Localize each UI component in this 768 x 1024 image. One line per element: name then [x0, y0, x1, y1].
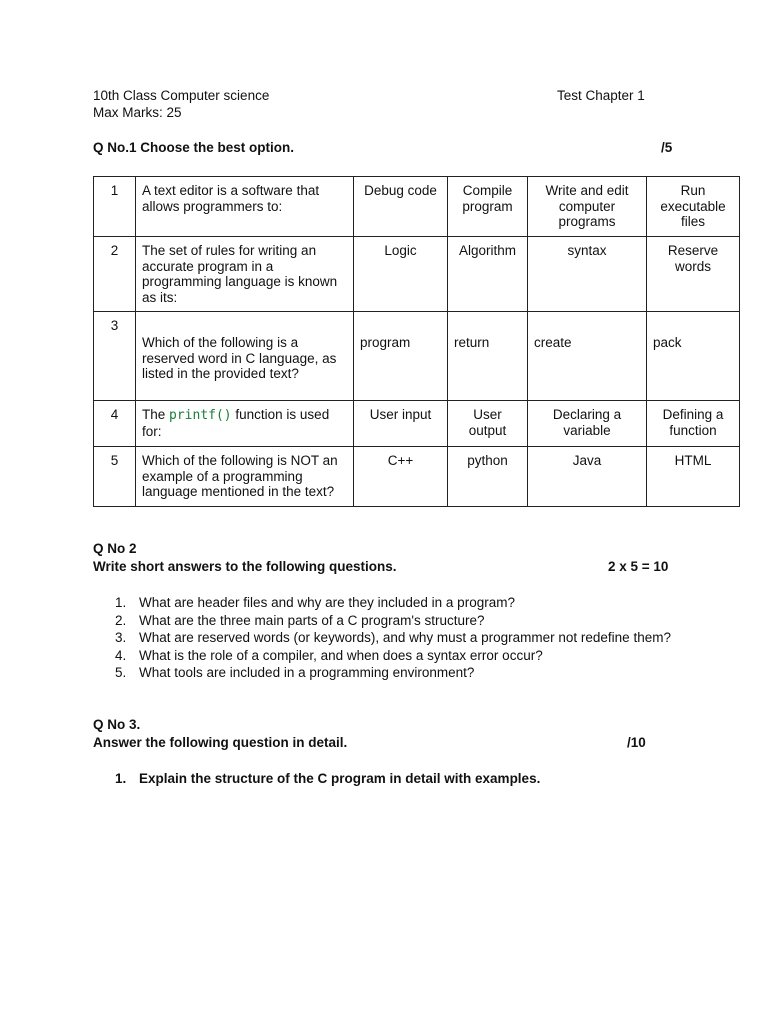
list-item: [93, 594, 673, 612]
question-text: Which of the following is a reserved word in C language, as listed in the provided text?: [136, 312, 354, 401]
question-number: 5: [94, 447, 136, 507]
option-b: User output: [448, 401, 528, 447]
question-text-after: function is used for:: [142, 407, 330, 439]
question-text-before: The: [142, 407, 170, 422]
option-d: HTML: [647, 447, 740, 507]
option-a: program: [354, 312, 448, 401]
question-number: 3: [94, 312, 136, 401]
question-text: [136, 401, 354, 447]
option-d: Reserve words: [647, 237, 740, 312]
q2-marks: 2 x 5 = 10: [608, 559, 669, 574]
item-number: 2.: [115, 612, 127, 628]
option-a: Logic: [354, 237, 448, 312]
option-b: python: [448, 447, 528, 507]
option-b: Compile program: [448, 177, 528, 237]
option-d: Run executable files: [647, 177, 740, 237]
question-text: Which of the following is NOT an example of a programming language mentioned in the text?: [136, 447, 354, 507]
list-item: [93, 647, 673, 665]
list-item: [93, 664, 673, 682]
option-c: Write and edit computer programs: [528, 177, 647, 237]
item-text: What is the role of a compiler, and when does a syntax error occur?: [139, 647, 543, 663]
q1-marks: /5: [661, 140, 673, 155]
item-text: What are reserved words (or keywords), and why must a programmer not redefine them?: [139, 630, 671, 646]
question-number: 1: [94, 177, 136, 237]
table-row: [94, 401, 740, 447]
mcq-table: [93, 176, 740, 507]
class-title: 10th Class Computer science: [93, 88, 270, 103]
table-row: [94, 447, 740, 507]
option-d: Defining a function: [647, 401, 740, 447]
table-row: [94, 237, 740, 312]
item-text: What tools are included in a programming environment?: [139, 665, 475, 681]
option-a: Debug code: [354, 177, 448, 237]
q3-instruction: Answer the following question in detail.: [93, 735, 348, 750]
question-number: 4: [94, 401, 136, 447]
max-marks: Max Marks: 25: [93, 105, 182, 120]
option-c: Java: [528, 447, 647, 507]
option-c: Declaring a variable: [528, 401, 647, 447]
item-number: 4.: [115, 647, 127, 663]
question-text: The set of rules for writing an accurate program in a programming language is known as its:: [136, 237, 354, 312]
option-b: return: [448, 312, 528, 401]
q1-title: Q No.1 Choose the best option.: [93, 140, 295, 155]
printf-code: printf(): [169, 408, 232, 423]
item-number: 1.: [115, 771, 127, 786]
q2-instruction: Write short answers to the following questions.: [93, 559, 397, 574]
option-a: User input: [354, 401, 448, 447]
q3-marks: /10: [627, 735, 646, 750]
q2-title: Q No 2: [93, 541, 137, 556]
test-title: Test Chapter 1: [557, 88, 645, 103]
list-item: [93, 612, 673, 630]
item-number: 1.: [115, 595, 127, 610]
table-row: [94, 312, 740, 401]
list-item: [93, 629, 673, 647]
short-questions-list: [93, 594, 673, 682]
list-item: [93, 770, 673, 788]
option-c: create: [528, 312, 647, 401]
item-number: 5.: [115, 665, 127, 681]
option-d: pack: [647, 312, 740, 401]
option-b: Algorithm: [448, 237, 528, 312]
q3-title: Q No 3.: [93, 717, 141, 732]
question-number: 2: [94, 237, 136, 312]
option-a: C++: [354, 447, 448, 507]
long-questions-list: [93, 770, 673, 788]
item-text: What are header files and why are they included in a program?: [139, 595, 515, 610]
item-text: What are the three main parts of a C program's structure?: [139, 612, 485, 628]
table-row: [94, 177, 740, 237]
question-text: A text editor is a software that allows programmers to:: [136, 177, 354, 237]
item-text: Explain the structure of the C program in detail with examples.: [139, 771, 541, 786]
option-c: syntax: [528, 237, 647, 312]
item-number: 3.: [115, 630, 127, 646]
